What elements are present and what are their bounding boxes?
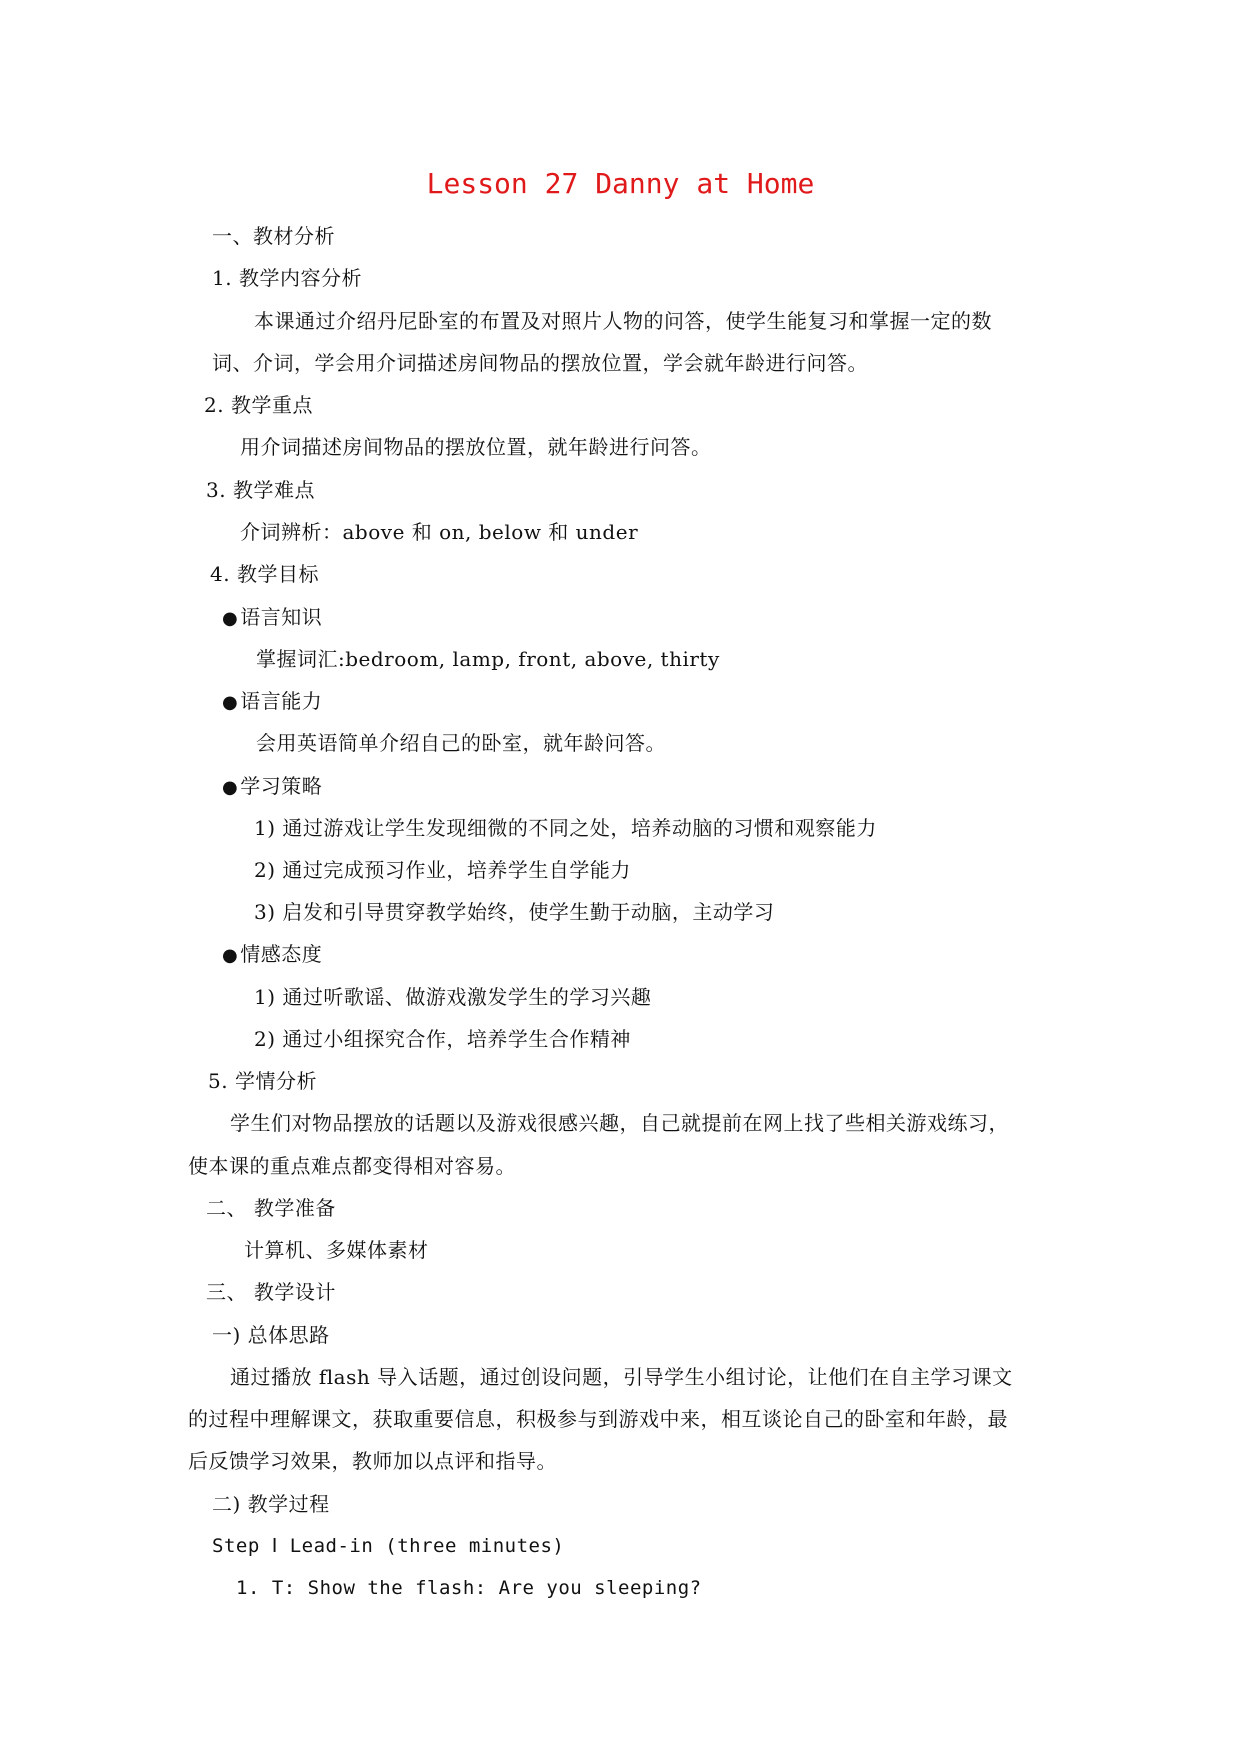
paragraph-line: 后反馈学习效果，教师加以点评和指导。 [188, 1449, 557, 1473]
list-item: 1) 通过游戏让学生发现细微的不同之处，培养动脑的习惯和观察能力 [254, 816, 877, 840]
bullet-item-ability [222, 687, 322, 717]
bullet-icon: ● [222, 945, 239, 966]
paragraph-line: 使本课的重点难点都变得相对容易。 [188, 1154, 516, 1178]
bullet-item-attitude [222, 940, 322, 970]
subsection-heading-1-1: 1. 教学内容分析 [212, 266, 362, 290]
list-item: 2) 通过完成预习作业，培养学生自学能力 [254, 858, 631, 882]
subsection-heading-3-2: 二) 教学过程 [212, 1492, 330, 1516]
subsection-heading-1-5: 5. 学情分析 [208, 1069, 317, 1093]
paragraph-line: 词、介词，学会用介词描述房间物品的摆放位置，学会就年龄进行问答。 [212, 351, 868, 375]
section-heading-3: 三、 教学设计 [206, 1280, 336, 1304]
bullet-label: 学习策略 [240, 774, 323, 798]
bullet-item-strategy [222, 772, 322, 802]
paragraph-line: 掌握词汇:bedroom, lamp, front, above, thirty [256, 647, 720, 671]
subsection-heading-1-3: 3. 教学难点 [206, 478, 315, 502]
bullet-icon: ● [222, 777, 239, 798]
paragraph-line: 介词辨析：above 和 on, below 和 under [240, 520, 639, 544]
bullet-item-knowledge [222, 603, 322, 633]
paragraph-line: 会用英语简单介绍自己的卧室，就年龄问答。 [256, 731, 666, 755]
paragraph-line: 计算机、多媒体素材 [244, 1238, 429, 1262]
bullet-label: 语言能力 [240, 689, 323, 713]
subsection-heading-1-2: 2. 教学重点 [204, 393, 313, 417]
paragraph-line: 用介词描述房间物品的摆放位置，就年龄进行问答。 [240, 435, 712, 459]
section-heading-1: 一、教材分析 [212, 224, 335, 248]
step-heading: Step Ⅰ Lead-in (three minutes) [212, 1535, 565, 1557]
paragraph-line: 本课通过介绍丹尼卧室的布置及对照片人物的问答，使学生能复习和掌握一定的数 [254, 309, 992, 333]
paragraph-line: 的过程中理解课文，获取重要信息，积极参与到游戏中来，相互谈论自己的卧室和年龄，最 [188, 1407, 1008, 1431]
lesson-title: Lesson 27 Danny at Home [426, 167, 815, 200]
paragraph-line: 学生们对物品摆放的话题以及游戏很感兴趣，自己就提前在网上找了些相关游戏练习， [230, 1111, 1009, 1135]
subsection-heading-3-1: 一) 总体思路 [212, 1323, 330, 1347]
section-heading-2: 二、 教学准备 [206, 1196, 336, 1220]
bullet-icon: ● [222, 608, 239, 629]
subsection-heading-1-4: 4. 教学目标 [210, 562, 319, 586]
step-item: 1. T: Show the flash: Are you sleeping? [236, 1577, 702, 1599]
list-item: 2) 通过小组探究合作，培养学生合作精神 [254, 1027, 631, 1051]
bullet-label: 情感态度 [240, 942, 323, 966]
list-item: 3) 启发和引导贯穿教学始终，使学生勤于动脑，主动学习 [254, 900, 775, 924]
list-item: 1) 通过听歌谣、做游戏激发学生的学习兴趣 [254, 985, 652, 1009]
paragraph-line: 通过播放 flash 导入话题，通过创设问题，引导学生小组讨论，让他们在自主学习课文 [230, 1365, 1013, 1389]
bullet-label: 语言知识 [240, 605, 323, 629]
bullet-icon: ● [222, 692, 239, 713]
